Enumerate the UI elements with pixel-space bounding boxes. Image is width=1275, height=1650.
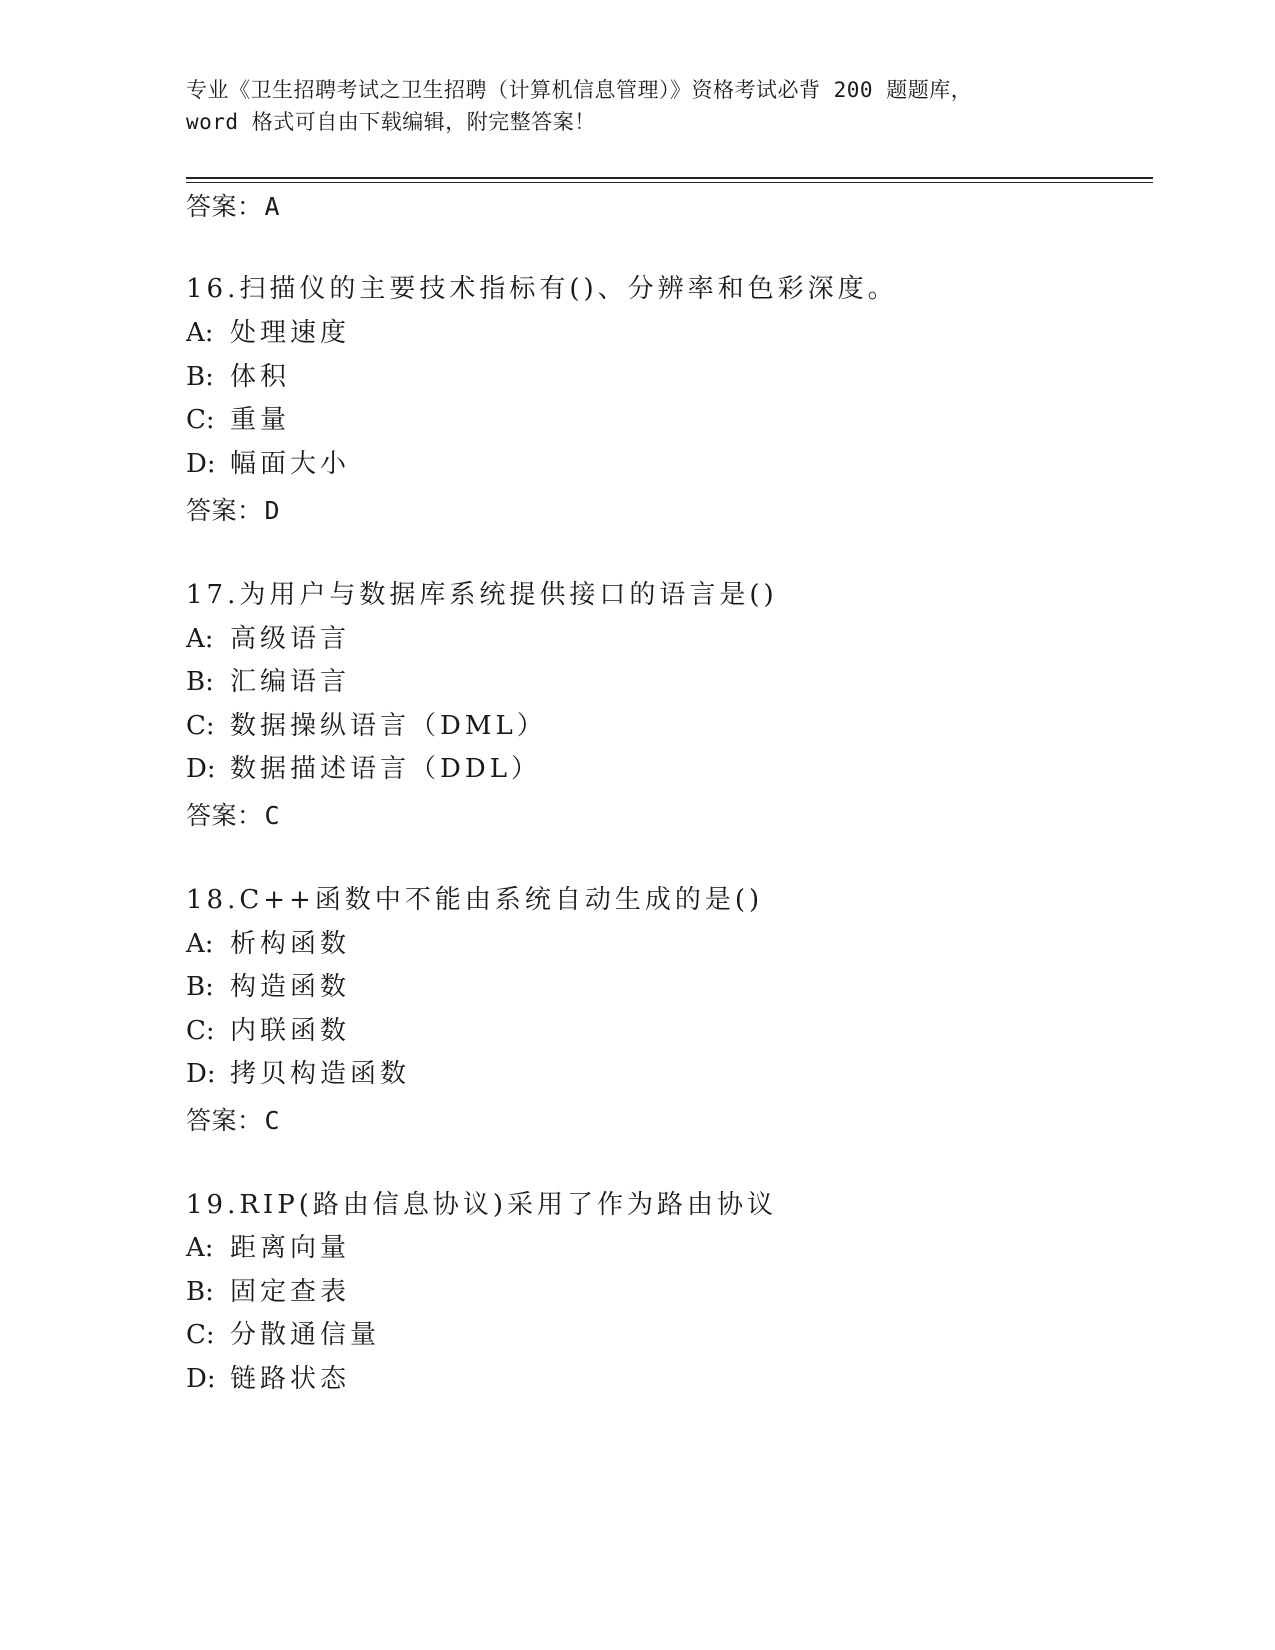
header-divider-thick [186,177,1153,179]
question-17-option-a [186,622,350,656]
question-17-option-d [186,752,541,786]
option-text: 拷贝构造函数 [230,1059,411,1089]
option-text: 距离向量 [230,1233,351,1263]
header-divider-thin [186,182,1153,183]
option-text: 数据操纵语言（DML） [230,711,547,741]
option-text: 高级语言 [230,624,351,654]
question-19-option-a [186,1231,350,1265]
question-16-option-a [186,316,350,350]
option-key: C: [186,1016,215,1046]
document-header [186,74,1086,138]
question-19-option-d [186,1362,350,1396]
answer-prev [186,191,280,223]
option-key: D: [186,1364,216,1394]
option-key: D: [186,754,216,784]
answer-label: 答案： [186,496,263,525]
answer-label: 答案： [186,1106,263,1135]
option-key: A: [186,929,214,959]
question-16-option-d [186,447,350,481]
option-key: A: [186,1233,214,1263]
option-text: 内联函数 [230,1016,351,1046]
question-16-answer [186,495,280,527]
option-key: D: [186,449,216,479]
option-key: C: [186,1320,215,1350]
question-18-answer [186,1105,280,1137]
option-key: B: [186,667,214,697]
option-text: 汇编语言 [230,667,351,697]
option-text: 幅面大小 [230,449,351,479]
header-line-2: word 格式可自由下载编辑，附完整答案！ [186,110,596,134]
question-16-stem: 16.扫描仪的主要技术指标有()、分辨率和色彩深度。 [186,274,898,304]
question-17-answer [186,800,280,832]
question-16-option-b [186,360,290,394]
header-line-1: 专业《卫生招聘考试之卫生招聘（计算机信息管理）》资格考试必背 200 题题库， [186,78,973,102]
question-18-option-a [186,927,350,961]
question-17-option-b [186,665,350,699]
option-key: B: [186,1277,214,1307]
answer-value: C [264,801,281,830]
option-key: C: [186,405,215,435]
question-16-option-c [186,403,290,437]
option-text: 构造函数 [230,972,351,1002]
option-text: 分散通信量 [230,1320,381,1350]
option-text: 链路状态 [230,1364,351,1394]
question-18-stem: 18.C++函数中不能由系统自动生成的是() [186,885,764,915]
question-17-option-c [186,709,547,743]
option-key: D: [186,1059,216,1089]
option-key: A: [186,318,214,348]
option-key: A: [186,624,214,654]
question-18-option-c [186,1014,350,1048]
option-key: B: [186,362,214,392]
question-18-option-b [186,970,350,1004]
question-19-stem: 19.RIP(路由信息协议)采用了作为路由协议 [186,1190,777,1220]
answer-label: 答案： [186,801,263,830]
option-text: 重量 [230,405,291,435]
answer-value: C [264,1106,281,1135]
option-key: B: [186,972,214,1002]
question-19-option-b [186,1275,350,1309]
option-text: 数据描述语言（DDL） [230,754,541,784]
option-text: 处理速度 [230,318,351,348]
question-17-stem: 17.为用户与数据库系统提供接口的语言是() [186,580,778,610]
question-18-option-d [186,1057,410,1091]
answer-value: D [264,496,281,525]
option-text: 析构函数 [230,929,351,959]
answer-label: 答案： [186,192,263,221]
question-19-option-c [186,1318,380,1352]
option-text: 体积 [230,362,291,392]
option-text: 固定查表 [230,1277,351,1307]
answer-value: A [264,192,281,221]
option-key: C: [186,711,215,741]
